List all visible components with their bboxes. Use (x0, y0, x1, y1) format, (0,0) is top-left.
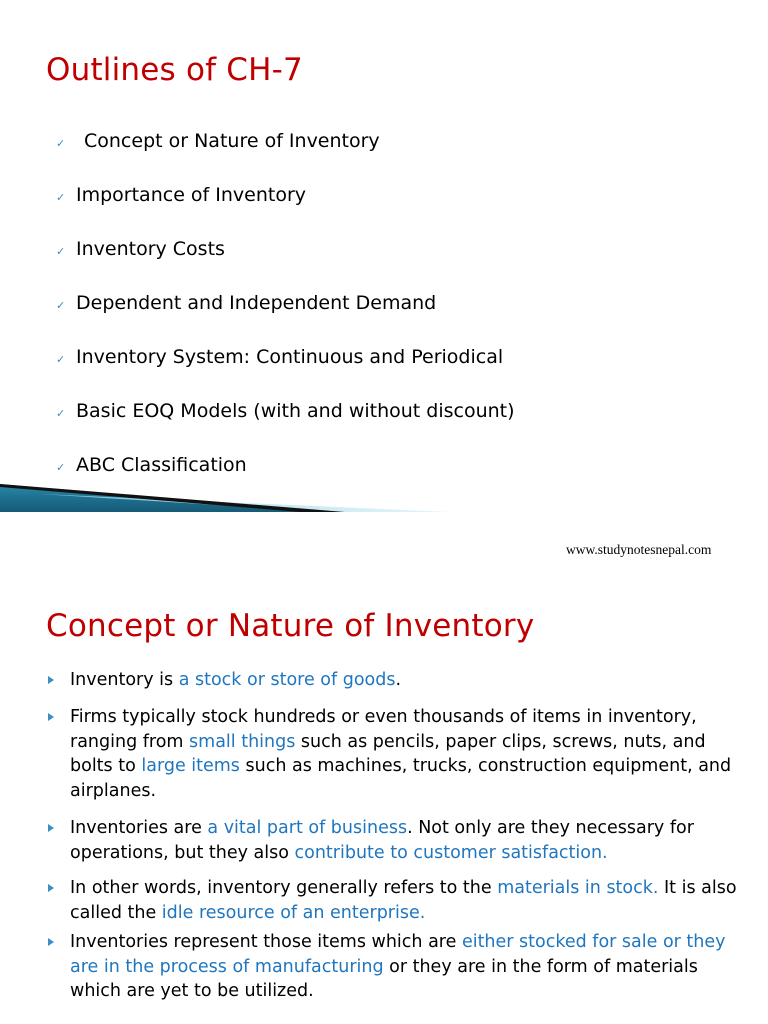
decorative-swoosh (0, 484, 768, 512)
checkmark-icon: ✓ (56, 407, 66, 420)
slide-concept (0, 576, 768, 1024)
outline-item (56, 292, 436, 314)
footer-url: www.studynotesnepal.com (566, 542, 712, 557)
outline-item-label: Inventory Costs (76, 238, 225, 260)
bullet-item (48, 930, 738, 1004)
outline-item-label: Dependent and Independent Demand (76, 292, 437, 314)
checkmark-icon: ✓ (56, 299, 66, 312)
bullet-item (48, 705, 738, 803)
bullet-text: Firms typically stock hundreds or even thousands of items in inventory, ranging from small things such as pencils, paper clips, screws, nuts, and bolts to large items such as machines, trucks, construction equipment, and airplanes. (70, 707, 732, 801)
triangle-bullet-icon (48, 824, 54, 832)
checkmark-icon: ✓ (56, 461, 66, 474)
outline-item (56, 130, 380, 152)
triangle-bullet-icon (48, 713, 54, 721)
bullet-item (48, 668, 738, 693)
checkmark-icon: ✓ (56, 245, 66, 258)
outline-item-label: Inventory System: Continuous and Periodical (76, 346, 504, 368)
outline-item (56, 346, 503, 368)
slide-title: Outlines of CH-7 (46, 52, 303, 88)
checkmark-icon: ✓ (56, 191, 66, 204)
outline-item-label: Concept or Nature of Inventory (84, 130, 380, 152)
outline-item-label: ABC Classification (76, 454, 247, 476)
triangle-bullet-icon (48, 676, 54, 684)
checkmark-icon: ✓ (56, 137, 66, 150)
checkmark-icon: ✓ (56, 353, 66, 366)
bullet-text: In other words, inventory generally refers to the materials in stock. It is also called the idle resource of an enterprise. (70, 878, 737, 923)
triangle-bullet-icon (48, 884, 54, 892)
bullet-item (48, 876, 738, 925)
outline-item-label: Importance of Inventory (76, 184, 307, 206)
slide-title: Concept or Nature of Inventory (46, 608, 535, 644)
triangle-bullet-icon (48, 938, 54, 946)
outline-item (56, 454, 247, 476)
outline-item (56, 184, 306, 206)
outline-item (56, 238, 225, 260)
bullet-text: Inventories are a vital part of business. Not only are they necessary for operations, but they also contribute to customer satisfaction. (70, 818, 694, 863)
outline-item-label: Basic EOQ Models (with and without discount) (76, 400, 515, 422)
outline-item (56, 400, 515, 422)
bullet-item (48, 816, 738, 865)
bullet-text: Inventory is a stock or store of goods. (70, 670, 402, 690)
bullet-text: Inventories represent those items which are either stocked for sale or they are in the process of manufacturing or they are in the form of materials which are yet to be utilized. (70, 932, 726, 1001)
